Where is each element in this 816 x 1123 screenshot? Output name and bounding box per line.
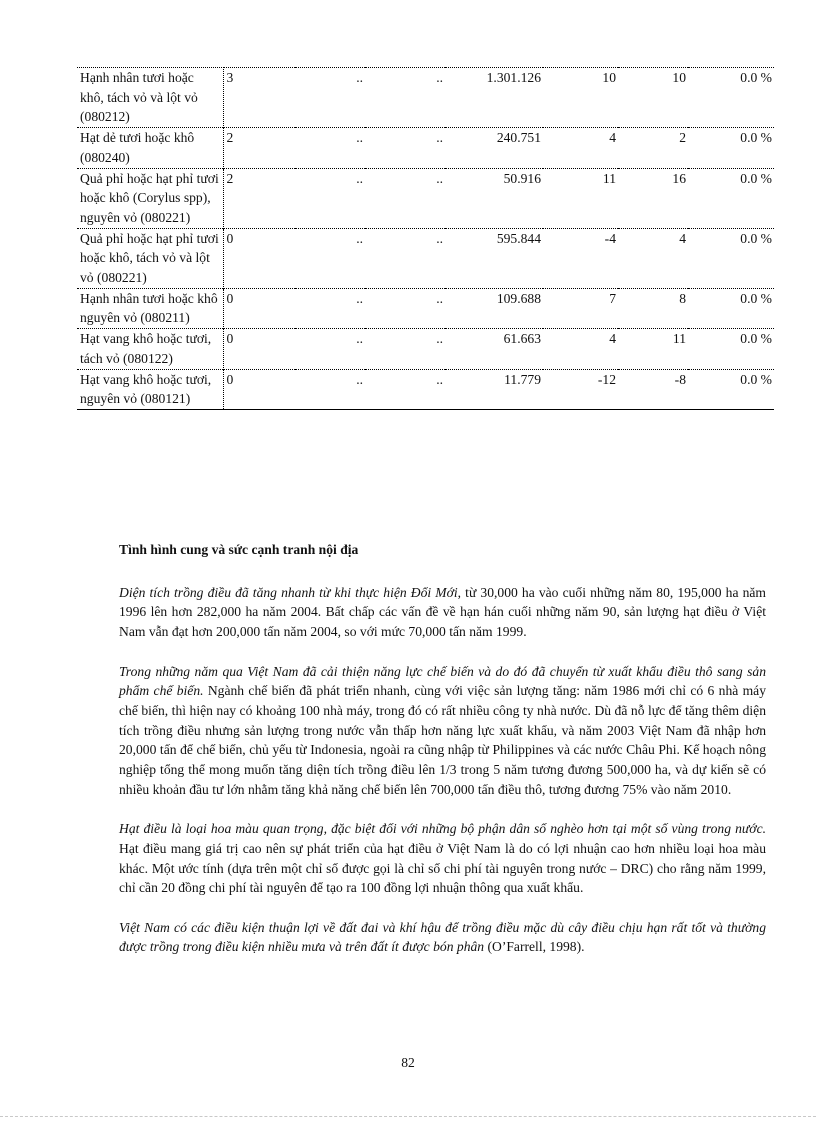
cell-count: 2 — [223, 168, 295, 228]
paragraph — [119, 662, 766, 800]
cell-count: 0 — [223, 369, 295, 409]
paragraph-lead: Diện tích trồng điều đã tăng nhanh từ khi thực hiện Đổi Mới — [119, 584, 458, 600]
table-row — [77, 369, 774, 409]
product-name: Hạt dẻ tươi hoặc khô (080240) — [77, 128, 223, 168]
paragraph — [119, 583, 766, 642]
cell-share: 0.0 % — [688, 369, 774, 409]
table-row — [77, 128, 774, 168]
cell-value: 11.779 — [445, 369, 543, 409]
cell-empty: .. — [365, 228, 445, 288]
paragraph-lead: Trong những năm qua Việt Nam đã cải thiện năng lực chế biến và do đó đã chuyển từ xuất khẩu điều thô sang sản phẩm chế biến. — [119, 663, 766, 699]
page-bottom-divider — [0, 1116, 816, 1117]
cell-growth-2: 11 — [618, 329, 688, 369]
cell-empty: .. — [295, 68, 365, 128]
table-row — [77, 288, 774, 328]
cell-empty: .. — [365, 68, 445, 128]
cell-share: 0.0 % — [688, 329, 774, 369]
cell-empty: .. — [365, 369, 445, 409]
cell-growth-2: 8 — [618, 288, 688, 328]
table-row — [77, 168, 774, 228]
cell-share: 0.0 % — [688, 128, 774, 168]
section-heading: Tình hình cung và sức cạnh tranh nội địa — [119, 542, 359, 557]
cell-count: 0 — [223, 329, 295, 369]
cell-growth-1: -4 — [543, 228, 618, 288]
product-name: Hạt vang khô hoặc tươi, nguyên vỏ (080121) — [77, 369, 223, 409]
cell-count: 0 — [223, 288, 295, 328]
product-name: Hạnh nhân tươi hoặc khô, tách vỏ và lột vỏ (080212) — [77, 68, 223, 128]
cell-growth-2: 2 — [618, 128, 688, 168]
paragraph-body: Hạt điều mang giá trị cao nên sự phát triển của hạt điều ở Việt Nam là do có lợi nhuận cao hơn nhiều loại hoa màu khác. Một ước tính (dựa trên một chỉ số được gọi là chỉ số chi phí tài nguyên trong nước – DRC) cho rằng năm 1999, chỉ cần 20 đồng chi phí tài nguyên để tạo ra 100 đồng lợi nhuận thông qua xuất khẩu. — [119, 840, 766, 896]
cell-value: 595.844 — [445, 228, 543, 288]
cell-value: 1.301.126 — [445, 68, 543, 128]
cell-count: 3 — [223, 68, 295, 128]
cell-empty: .. — [295, 369, 365, 409]
cell-empty: .. — [365, 329, 445, 369]
cell-share: 0.0 % — [688, 168, 774, 228]
cell-share: 0.0 % — [688, 228, 774, 288]
paragraph-lead: Việt Nam có các điều kiện thuận lợi về đất đai và khí hậu để trồng điều mặc dù cây điều chịu hạn rất tốt và thường được trồng trong điều kiện nhiều mưa và trên đất ít được bón phân — [119, 919, 766, 955]
cell-growth-1: 4 — [543, 329, 618, 369]
cell-count: 0 — [223, 228, 295, 288]
cell-growth-1: -12 — [543, 369, 618, 409]
cell-growth-1: 11 — [543, 168, 618, 228]
cell-empty: .. — [295, 288, 365, 328]
cell-share: 0.0 % — [688, 68, 774, 128]
cell-share: 0.0 % — [688, 288, 774, 328]
cell-empty: .. — [295, 168, 365, 228]
product-name: Quả phỉ hoặc hạt phỉ tươi hoặc khô (Corylus spp), nguyên vỏ (080221) — [77, 168, 223, 228]
table-row — [77, 329, 774, 369]
cell-growth-2: 4 — [618, 228, 688, 288]
cell-growth-2: 10 — [618, 68, 688, 128]
cell-value: 50.916 — [445, 168, 543, 228]
paragraph-body: , từ 30,000 ha vào cuối những năm 80, 195,000 ha năm 1996 lên hơn 282,000 ha năm 2004. Bất chấp các vấn đề về hạn hán cuối những năm 90, sản lượng hạt điều ở Việt Nam vẫn đạt hơn 200,000 tấn năm 2004, so với mức 70,000 tấn năm 1999. — [119, 584, 766, 640]
cell-growth-1: 10 — [543, 68, 618, 128]
cell-empty: .. — [295, 228, 365, 288]
cell-growth-1: 4 — [543, 128, 618, 168]
cell-empty: .. — [295, 128, 365, 168]
cell-growth-2: -8 — [618, 369, 688, 409]
body-content — [119, 540, 766, 977]
paragraph — [119, 819, 766, 898]
paragraph — [119, 918, 766, 957]
product-name: Quả phỉ hoặc hạt phỉ tươi hoặc khô, tách vỏ và lột vỏ (080221) — [77, 228, 223, 288]
cell-empty: .. — [365, 288, 445, 328]
cell-count: 2 — [223, 128, 295, 168]
cell-value: 61.663 — [445, 329, 543, 369]
cell-empty: .. — [365, 128, 445, 168]
cell-value: 240.751 — [445, 128, 543, 168]
cell-growth-1: 7 — [543, 288, 618, 328]
table-row — [77, 228, 774, 288]
paragraph-body: (O’Farrell, 1998). — [484, 939, 585, 955]
product-name: Hạnh nhân tươi hoặc khô nguyên vỏ (080211) — [77, 288, 223, 328]
paragraph-body: Ngành chế biến đã phát triển nhanh, cùng với việc sản lượng tăng: năm 1986 mới chỉ có 6 nhà máy chế biến, thì hiện nay có khoảng 100 nhà máy, trong đó có rất nhiều công ty nhà nước. Dù đã nỗ lực để tăng thêm diện tích trồng điều nhưng sản lượng trong nước vẫn thấp hơn năng lực xuất khẩu, và năm 2003 Việt Nam đã nhập hơn 20,000 tấn để chế biến, chủ yếu từ Indonesia, ngoài ra cũng nhập từ Philippines và các nước Châu Phi. Kế hoạch nông nghiệp tổng thể mong muốn tăng diện tích trồng điều lên 1/3 trong 5 năm tương đương 500,000 ha, và dự kiến sẽ có nhiều khoản đầu tư lớn nhằm tăng khả năng chế biến lên 700,000 tấn điều thô, tương đương 75% vào năm 2010. — [119, 683, 767, 797]
cell-growth-2: 16 — [618, 168, 688, 228]
product-name: Hạt vang khô hoặc tươi, tách vỏ (080122) — [77, 329, 223, 369]
cell-empty: .. — [365, 168, 445, 228]
cell-empty: .. — [295, 329, 365, 369]
paragraph-lead: Hạt điều là loại hoa màu quan trọng, đặc biệt đối với những bộ phận dân số nghèo hơn tại một số vùng trong nước. — [119, 821, 766, 837]
trade-data-table — [77, 67, 774, 410]
page-number: 82 — [401, 1055, 415, 1070]
cell-value: 109.688 — [445, 288, 543, 328]
table-row — [77, 68, 774, 128]
